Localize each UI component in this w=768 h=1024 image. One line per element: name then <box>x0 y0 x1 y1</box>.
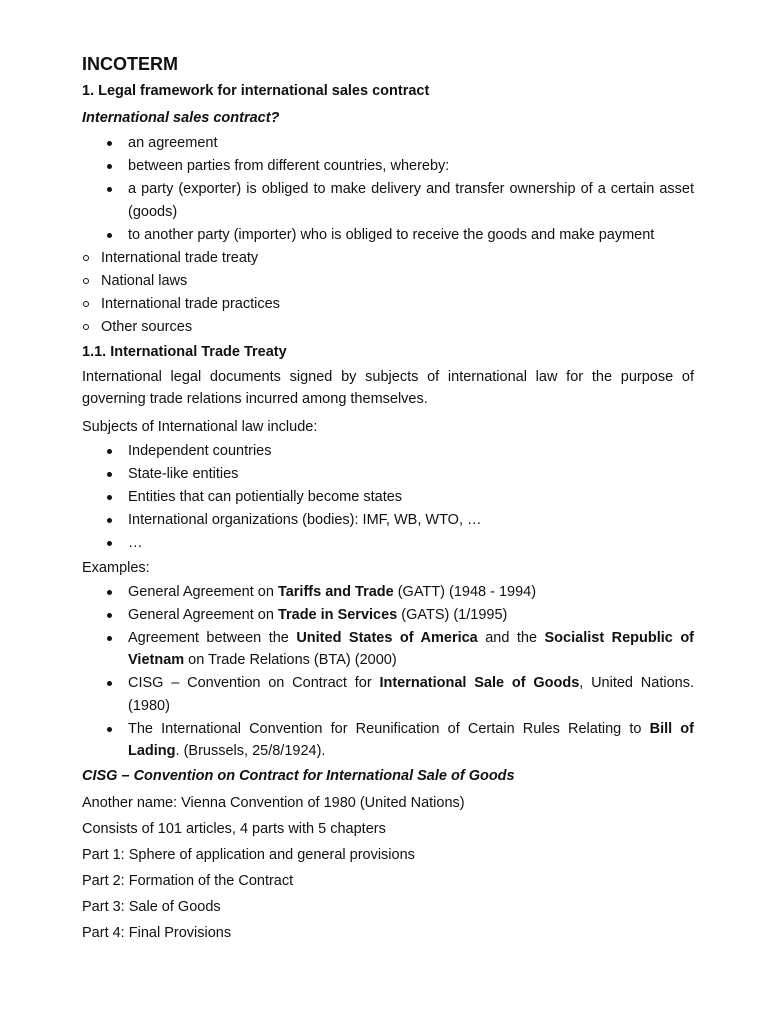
bullet-icon <box>107 681 112 686</box>
section-1-1-heading: 1.1. International Trade Treaty <box>82 343 287 360</box>
list-item: to another party (importer) who is obliged to receive the goods and make payment <box>82 224 694 247</box>
bullet-icon <box>107 613 112 618</box>
bullet-icon <box>107 636 112 641</box>
list-item: an agreement <box>82 132 694 155</box>
list-item: Other sources <box>82 316 694 339</box>
list-item: between parties from different countries, whereby: <box>82 155 694 178</box>
definition-list <box>82 132 694 246</box>
list-item: The International Convention for Reunification of Certain Rules Relating to Bill of Lading. (Brussels, 25/8/1924). <box>82 718 694 763</box>
cisg-line: Part 3: Sale of Goods <box>82 899 221 915</box>
list-item: State-like entities <box>82 463 694 486</box>
cisg-line: Part 1: Sphere of application and general provisions <box>82 847 415 863</box>
bullet-icon <box>107 590 112 595</box>
list-item: CISG – Convention on Contract for International Sale of Goods, United Nations. (1980) <box>82 672 694 717</box>
bullet-icon <box>107 541 112 546</box>
subjects-list <box>82 440 694 555</box>
list-item: Independent countries <box>82 440 694 463</box>
list-item: Agreement between the United States of America and the Socialist Republic of Vietnam on Trade Relations (BTA) (2000) <box>82 627 694 672</box>
circle-bullet-icon <box>83 278 89 284</box>
bullet-icon <box>107 495 112 500</box>
list-item: a party (exporter) is obliged to make delivery and transfer ownership of a certain asset (goods) <box>82 178 694 223</box>
list-item: International organizations (bodies): IMF, WB, WTO, … <box>82 509 694 532</box>
bullet-icon <box>107 164 112 169</box>
bullet-icon <box>107 141 112 146</box>
cisg-line: Part 4: Final Provisions <box>82 925 232 941</box>
bullet-icon <box>107 187 112 192</box>
cisg-line: Consists of 101 articles, 4 parts with 5 chapters <box>82 821 386 837</box>
cisg-heading: CISG – Convention on Contract for International Sale of Goods <box>82 768 515 784</box>
circle-bullet-icon <box>83 301 89 307</box>
cisg-line: Part 2: Formation of the Contract <box>82 873 294 889</box>
circle-bullet-icon <box>83 324 89 330</box>
question-heading: International sales contract? <box>82 110 280 126</box>
list-item: National laws <box>82 270 694 293</box>
subjects-intro: Subjects of International law include: <box>82 418 318 435</box>
bullet-icon <box>107 472 112 477</box>
list-item: General Agreement on Tariffs and Trade (GATT) (1948 - 1994) <box>82 581 694 604</box>
list-item: International trade practices <box>82 293 694 316</box>
examples-list <box>82 581 694 763</box>
section-1-heading: 1. Legal framework for international sales contract <box>82 83 430 99</box>
treaty-definition: International legal documents signed by subjects of international law for the purpose of governing trade relations incurred among themselves. <box>82 368 694 407</box>
list-item: International trade treaty <box>82 247 694 270</box>
document-title: INCOTERM <box>82 54 178 74</box>
document-page <box>82 50 694 946</box>
bullet-icon <box>107 449 112 454</box>
cisg-line: Another name: Vienna Convention of 1980 (United Nations) <box>82 795 465 811</box>
circle-bullet-icon <box>83 255 89 261</box>
bullet-icon <box>107 518 112 523</box>
bullet-icon <box>107 727 112 732</box>
list-item: General Agreement on Trade in Services (GATS) (1/1995) <box>82 604 694 627</box>
sources-list <box>82 247 694 339</box>
list-item: … <box>82 532 694 555</box>
list-item: Entities that can potientially become states <box>82 486 694 509</box>
examples-label: Examples: <box>82 559 150 576</box>
bullet-icon <box>107 233 112 238</box>
